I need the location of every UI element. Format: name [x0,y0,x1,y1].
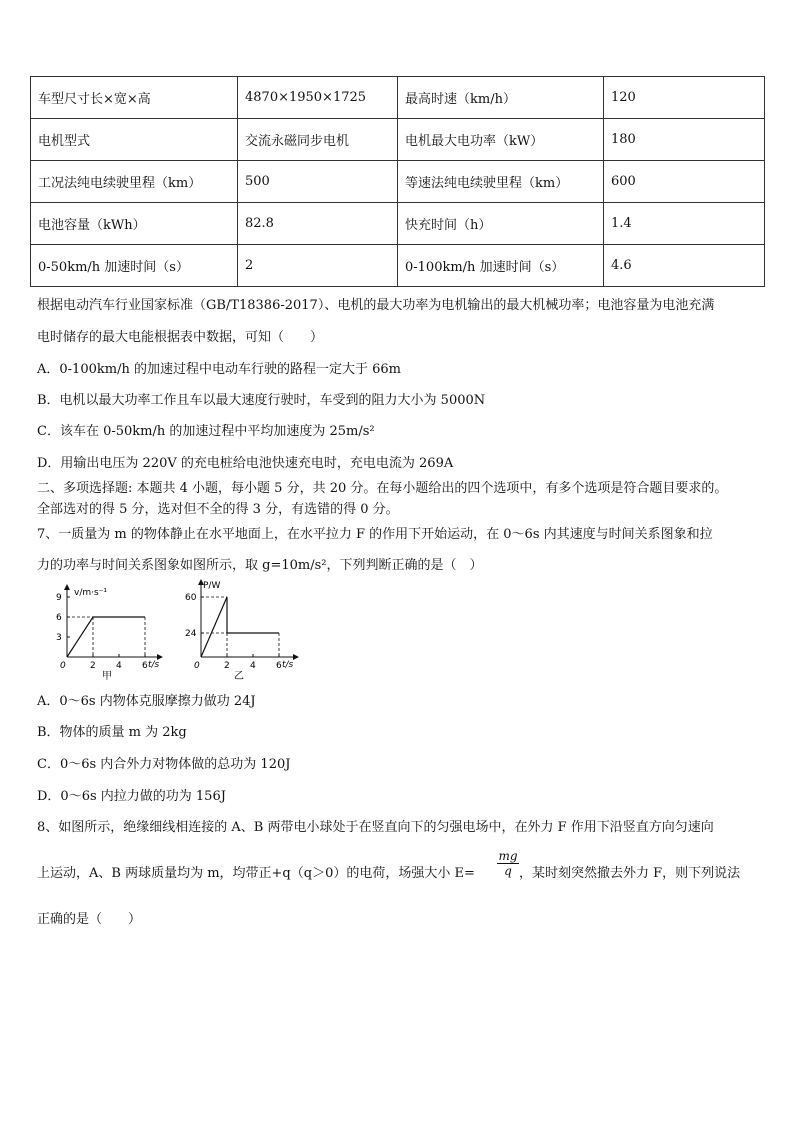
x-tick-label: 2 [224,661,230,671]
q6-stem-line2: 电时储存的最大电能根据表中数据，可知（ ） [37,330,324,345]
q8-line2b: ，某时刻突然撤去外力 F，则下列说法 [519,866,741,881]
table-cell: 2 [238,245,398,287]
spec-table [30,76,765,287]
table-cell: 电池容量（kWh） [31,203,238,245]
q6-option-a: A．0-100km/h 的加速过程中电动车行驶的路程一定大于 66m [37,362,401,377]
x-axis-label: t/s [148,660,160,670]
origin-label: 0 [60,661,66,671]
x-tick-label: 6 [276,661,282,671]
q8-line3: 正确的是（ ） [37,912,142,927]
fraction-denominator: q [504,864,512,878]
y-axis-label: v/m·s⁻¹ [74,588,108,598]
origin-label: 0 [194,661,200,671]
x-tick-label: 4 [250,661,256,671]
q7-option-d: D．0～6s 内拉力做的功为 156J [37,789,226,804]
y-tick-label: 9 [56,593,62,603]
q7-stem-line2: 力的功率与时间关系图象如图所示，取 g=10m/s²，下列判断正确的是（ ） [37,558,483,573]
q6-option-c: C．该车在 0-50km/h 的加速过程中平均加速度为 25m/s² [37,424,375,439]
table-cell: 120 [604,77,765,119]
table-row [31,161,765,203]
table-cell: 4870×1950×1725 [238,77,398,119]
table-cell: 82.8 [238,203,398,245]
table-row [31,77,765,119]
series-line [201,597,227,657]
field-strength-fraction [497,849,519,879]
q7-option-b: B．物体的质量 m 为 2kg [37,725,187,740]
q8-line1: 8、如图所示，绝缘细线相连接的 A、B 两带电小球处于在竖直向下的匀强电场中，在外力 F 作用下沿竖直方向匀速向 [37,820,714,835]
table-cell: 工况法纯电续驶里程（km） [31,161,238,203]
y-tick-label: 6 [56,613,62,623]
y-axis-label: P/W [203,581,221,591]
x-tick-label: 4 [116,661,122,671]
section2-line2: 全部选对的得 5 分，选对但不全的得 3 分，有选错的得 0 分。 [37,502,399,517]
table-cell: 0-100km/h 加速时间（s） [398,245,604,287]
fraction-numerator: mg [498,849,518,863]
table-row [31,245,765,287]
table-cell: 180 [604,119,765,161]
table-cell: 500 [238,161,398,203]
table-cell: 0-50km/h 加速时间（s） [31,245,238,287]
section2-line1: 二、多项选择题: 本题共 4 小题，每小题 5 分，共 20 分。在每小题给出的四个选项中，有多个选项是符合题目要求的。 [37,481,728,496]
table-cell: 快充时间（h） [398,203,604,245]
q7-option-a: A．0～6s 内物体克服摩擦力做功 24J [37,694,256,709]
table-cell: 车型尺寸长×宽×高 [31,77,238,119]
series-line [67,617,145,657]
x-tick-label: 2 [90,661,96,671]
graph-caption: 乙 [234,671,244,682]
table-cell: 交流永磁同步电机 [238,119,398,161]
table-cell: 最高时速（km/h） [398,77,604,119]
velocity-time-graph [40,582,165,682]
power-time-graph [178,578,303,682]
x-tick-label: 6 [142,661,148,671]
q7-stem-line1: 7、一质量为 m 的物体静止在水平地面上，在水平拉力 F 的作用下开始运动，在 0～6s 内其速度与时间关系图象和拉 [37,527,713,542]
q8-line2a: 上运动，A、B 两球质量均为 m，均带正+q（q＞0）的电荷，场强大小 E= [37,866,475,881]
x-axis-label: t/s [282,660,294,670]
table-cell: 电机型式 [31,119,238,161]
table-cell: 4.6 [604,245,765,287]
graph-caption: 甲 [102,671,112,682]
velocity-time-svg [40,582,165,682]
table-row [31,203,765,245]
table-cell: 600 [604,161,765,203]
y-tick-label: 24 [185,629,197,639]
table-cell: 1.4 [604,203,765,245]
table-cell: 等速法纯电续驶里程（km） [398,161,604,203]
q6-stem-line1: 根据电动汽车行业国家标准（GB/T18386-2017）、电机的最大功率为电机输出的最大机械功率；电池容量为电池充满 [37,298,715,313]
q6-option-b: B．电机以最大功率工作且车以最大速度行驶时，车受到的阻力大小为 5000N [37,393,486,408]
power-time-svg [178,578,303,682]
y-tick-label: 60 [185,593,197,603]
table-cell: 电机最大电功率（kW） [398,119,604,161]
table-row [31,119,765,161]
y-tick-label: 3 [56,633,62,643]
q7-option-c: C．0～6s 内合外力对物体做的总功为 120J [37,757,291,772]
q6-option-d: D．用输出电压为 220V 的充电桩给电池快速充电时，充电电流为 269A [37,456,454,471]
